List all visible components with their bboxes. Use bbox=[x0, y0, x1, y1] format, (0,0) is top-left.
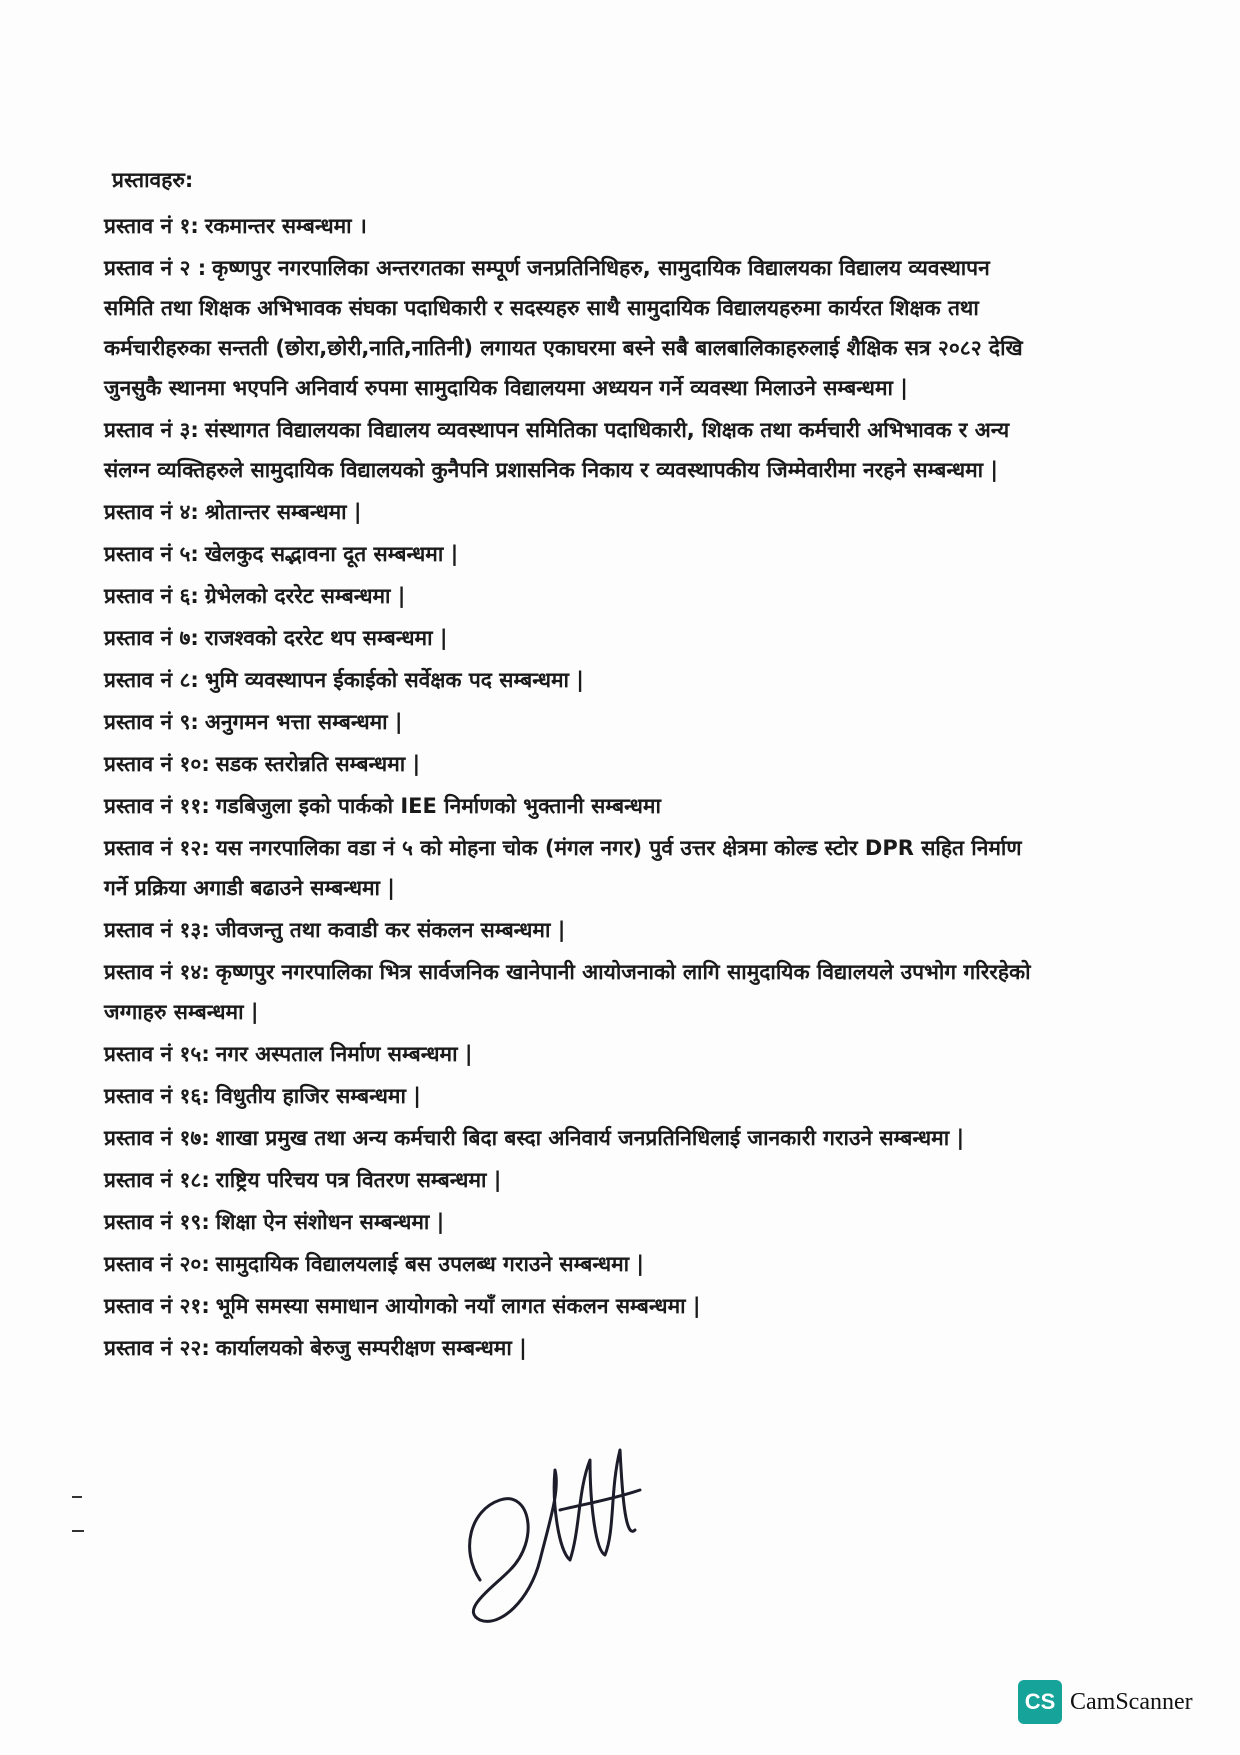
proposal-label: प्रस्ताव नं २०: bbox=[104, 1252, 210, 1276]
proposal-label: प्रस्ताव नं ९: bbox=[104, 710, 199, 734]
proposal-label: प्रस्ताव नं ७: bbox=[104, 626, 199, 650]
proposal-text: यस नगरपालिका वडा नं ५ को मोहना चोक (मंगल नगर) पुर्व उत्तर क्षेत्रमा कोल्ड स्टोर DPR सहित निर्माण गर्ने प्रक्रिया अगाडी बढाउने सम्बन्धमा | bbox=[104, 836, 1022, 900]
proposal-text: गडबिजुला इको पार्कको IEE निर्माणको भुक्तानी सम्बन्धमा bbox=[215, 794, 661, 818]
proposal-label: प्रस्ताव नं २२: bbox=[104, 1336, 210, 1360]
proposal-label: प्रस्ताव नं १९: bbox=[104, 1210, 210, 1234]
proposal-item-2 bbox=[104, 248, 1034, 408]
proposal-item-9 bbox=[104, 702, 1034, 742]
proposal-label: प्रस्ताव नं १०: bbox=[104, 752, 210, 776]
proposal-item-14 bbox=[104, 952, 1034, 1032]
proposal-label: प्रस्ताव नं १७: bbox=[104, 1126, 210, 1150]
proposal-label: प्रस्ताव नं १३: bbox=[104, 918, 210, 942]
camscanner-logo-icon: CS bbox=[1018, 1680, 1062, 1724]
proposal-text: भूमि समस्या समाधान आयोगको नयाँ लागत संकलन सम्बन्धमा | bbox=[215, 1294, 701, 1318]
proposal-item-10 bbox=[104, 744, 1034, 784]
proposal-text: भुमि व्यवस्थापन ईकाईको सर्वेक्षक पद सम्बन्धमा | bbox=[204, 668, 584, 692]
margin-mark bbox=[72, 1496, 82, 1498]
proposal-item-17 bbox=[104, 1118, 1034, 1158]
signature-icon bbox=[440, 1430, 660, 1630]
proposal-item-15 bbox=[104, 1034, 1034, 1074]
proposal-text: रकमान्तर सम्बन्धमा । bbox=[204, 214, 367, 238]
proposal-item-21 bbox=[104, 1286, 1034, 1326]
proposal-item-3 bbox=[104, 410, 1034, 490]
proposal-item-12 bbox=[104, 828, 1034, 908]
proposal-item-11 bbox=[104, 786, 1034, 826]
proposal-label: प्रस्ताव नं ५: bbox=[104, 542, 199, 566]
proposal-text: जीवजन्तु तथा कवाडी कर संकलन सम्बन्धमा | bbox=[215, 918, 566, 942]
proposal-item-4 bbox=[104, 492, 1034, 532]
proposal-item-7 bbox=[104, 618, 1034, 658]
proposal-text: खेलकुद सद्भावना दूत सम्बन्धमा | bbox=[204, 542, 459, 566]
proposal-label: प्रस्ताव नं १४: bbox=[104, 960, 210, 984]
proposal-item-8 bbox=[104, 660, 1034, 700]
proposal-text: नगर अस्पताल निर्माण सम्बन्धमा | bbox=[215, 1042, 473, 1066]
proposal-label: प्रस्ताव नं १६: bbox=[104, 1084, 210, 1108]
proposal-item-6 bbox=[104, 576, 1034, 616]
proposal-text: संस्थागत विद्यालयका विद्यालय व्यवस्थापन समितिका पदाधिकारी, शिक्षक तथा कर्मचारी अभिभावक र अन्य संलग्न व्यक्तिहरुले सामुदायिक विद्यालयको कुनैपनि प्रशासनिक निकाय र व्यवस्थापकीय जिम्मेवारीमा नरहने सम्बन्धमा | bbox=[104, 418, 1010, 482]
proposal-text: ग्रेभेलको दररेट सम्बन्धमा | bbox=[204, 584, 406, 608]
proposal-text: कृष्णपुर नगरपालिका भित्र सार्वजनिक खानेपानी आयोजनाको लागि सामुदायिक विद्यालयले उपभोग गरिरहेको जग्गाहरु सम्बन्धमा | bbox=[104, 960, 1031, 1024]
proposal-label: प्रस्ताव नं ३: bbox=[104, 418, 199, 442]
proposal-label: प्रस्ताव नं २१: bbox=[104, 1294, 210, 1318]
proposal-item-22 bbox=[104, 1328, 1034, 1368]
camscanner-watermark bbox=[1018, 1680, 1193, 1724]
proposal-label: प्रस्ताव नं २ : bbox=[104, 256, 207, 280]
proposals-heading: प्रस्तावहरु: bbox=[112, 168, 194, 192]
proposal-label: प्रस्ताव नं ४: bbox=[104, 500, 199, 524]
proposal-item-13 bbox=[104, 910, 1034, 950]
camscanner-brand: CamScanner bbox=[1070, 1688, 1193, 1715]
proposal-label: प्रस्ताव नं ८: bbox=[104, 668, 199, 692]
proposal-item-20 bbox=[104, 1244, 1034, 1284]
margin-mark bbox=[72, 1530, 84, 1532]
proposal-item-16 bbox=[104, 1076, 1034, 1116]
proposal-item-5 bbox=[104, 534, 1034, 574]
proposal-text: अनुगमन भत्ता सम्बन्धमा | bbox=[204, 710, 403, 734]
proposal-text: कार्यालयको बेरुजु सम्परीक्षण सम्बन्धमा | bbox=[215, 1336, 527, 1360]
proposal-text: शाखा प्रमुख तथा अन्य कर्मचारी बिदा बस्दा अनिवार्य जनप्रतिनिधिलाई जानकारी गराउने सम्बन्धमा | bbox=[215, 1126, 965, 1150]
proposal-text: कृष्णपुर नगरपालिका अन्तरगतका सम्पूर्ण जनप्रतिनिधिहरु, सामुदायिक विद्यालयका विद्यालय व्यवस्थापन समिति तथा शिक्षक अभिभावक संघका पदाधिकारी र सदस्यहरु साथै सामुदायिक विद्यालयहरुमा कार्यरत शिक्षक तथा कर्मचारीहरुका सन्तती (छोरा,छोरी,नाति,नातिनी) लगायत एकाघरमा बस्ने सबै बालबालिकाहरुलाई शैक्षिक सत्र २०८२ देखि जुनसुकै स्थानमा भएपनि अनिवार्य रुपमा सामुदायिक विद्यालयमा अध्ययन गर्ने व्यवस्था मिलाउने सम्बन्धमा | bbox=[104, 256, 1023, 400]
proposal-text: सामुदायिक विद्यालयलाई बस उपलब्ध गराउने सम्बन्धमा | bbox=[215, 1252, 645, 1276]
proposal-text: सडक स्तरोन्नति सम्बन्धमा | bbox=[215, 752, 421, 776]
proposal-text: शिक्षा ऐन संशोधन सम्बन्धमा | bbox=[215, 1210, 445, 1234]
proposal-label: प्रस्ताव नं ११: bbox=[104, 794, 210, 818]
proposal-item-1 bbox=[104, 206, 1034, 246]
proposal-item-19 bbox=[104, 1202, 1034, 1242]
proposal-label: प्रस्ताव नं १८: bbox=[104, 1168, 210, 1192]
proposal-list bbox=[104, 206, 1034, 1370]
proposal-item-18 bbox=[104, 1160, 1034, 1200]
proposal-text: विधुतीय हाजिर सम्बन्धमा | bbox=[215, 1084, 421, 1108]
proposal-label: प्रस्ताव नं ६: bbox=[104, 584, 199, 608]
proposal-label: प्रस्ताव नं १२: bbox=[104, 836, 210, 860]
proposal-label: प्रस्ताव नं १५: bbox=[104, 1042, 210, 1066]
proposal-label: प्रस्ताव नं १: bbox=[104, 214, 199, 238]
proposal-text: राष्ट्रिय परिचय पत्र वितरण सम्बन्धमा | bbox=[215, 1168, 502, 1192]
proposal-text: श्रोतान्तर सम्बन्धमा | bbox=[204, 500, 362, 524]
proposal-text: राजश्वको दररेट थप सम्बन्धमा | bbox=[204, 626, 448, 650]
